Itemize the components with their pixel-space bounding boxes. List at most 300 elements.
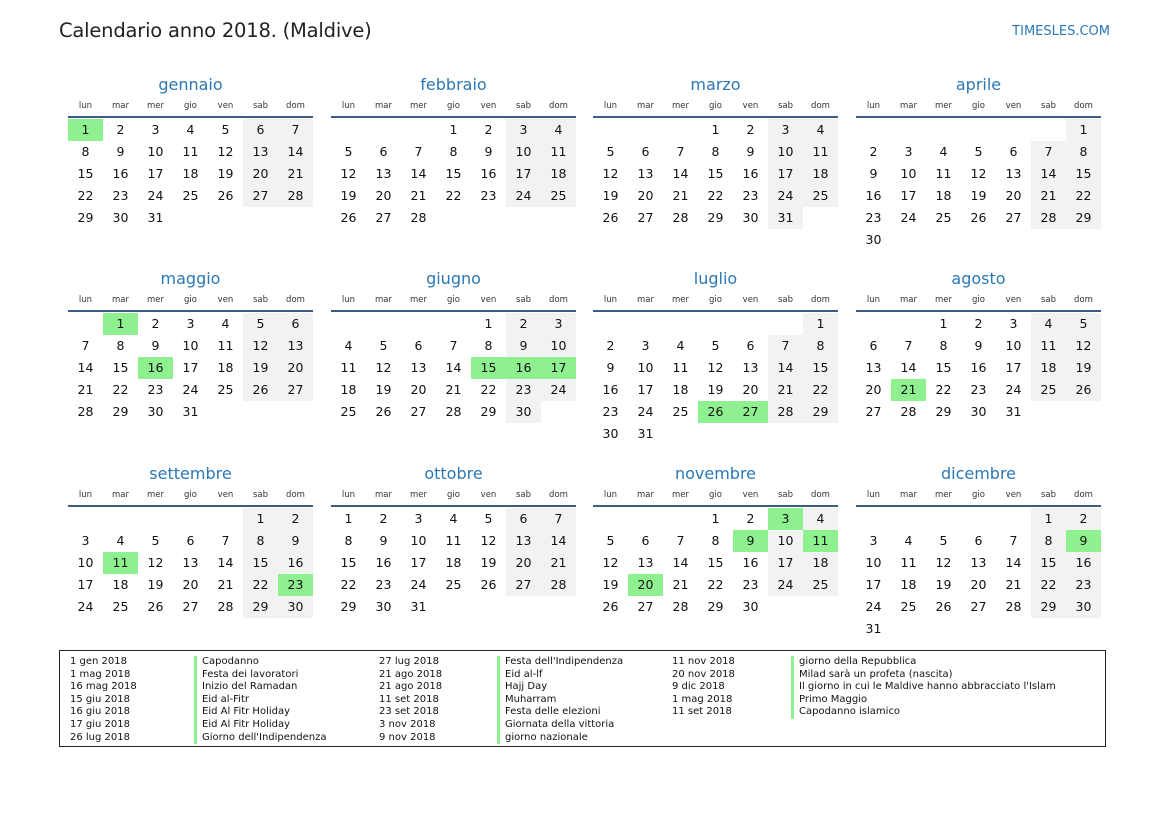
week-row <box>68 357 313 379</box>
empty-cell <box>891 119 926 141</box>
legend-date: 21 ago 2018 <box>379 681 443 693</box>
day-cell: 13 <box>1005 166 1022 181</box>
month-giugno <box>331 268 576 423</box>
weekday-label: mer <box>409 490 427 500</box>
day-cell: 26 <box>698 401 733 423</box>
header-rule <box>593 116 838 118</box>
day-cell: 12 <box>340 166 357 181</box>
weekday-label: mar <box>112 101 129 111</box>
day-cell: 7 <box>768 335 803 357</box>
day-cell: 1 <box>103 313 138 335</box>
empty-cell <box>541 401 576 423</box>
day-cell: 24 <box>637 404 654 419</box>
day-cell: 29 <box>112 404 129 419</box>
day-cell: 26 <box>1066 379 1101 401</box>
weekday-label: sab <box>1040 101 1057 111</box>
day-cell: 24 <box>768 185 803 207</box>
day-cell: 19 <box>147 577 164 592</box>
weekday-label: mar <box>637 101 654 111</box>
day-cell: 6 <box>379 144 388 159</box>
empty-cell <box>961 119 996 141</box>
empty-cell <box>366 119 401 141</box>
empty-cell <box>663 423 698 445</box>
legend-date: 1 mag 2018 <box>672 693 733 705</box>
day-cell: 1 <box>1031 508 1066 530</box>
day-cell: 26 <box>217 188 234 203</box>
legend-date: 17 giu 2018 <box>70 718 130 730</box>
day-cell: 20 <box>628 574 663 596</box>
legend-holiday-name: Milad sarà un profeta (nascita) <box>791 669 1056 682</box>
weekday-label: ven <box>742 490 759 500</box>
empty-cell <box>103 508 138 530</box>
day-cell: 1 <box>711 122 720 137</box>
day-cell: 17 <box>900 188 917 203</box>
day-cell: 28 <box>672 599 689 614</box>
day-cell: 11 <box>935 166 952 181</box>
day-cell: 27 <box>506 574 541 596</box>
day-cell: 23 <box>278 574 313 596</box>
day-cell: 12 <box>602 166 619 181</box>
month-name: maggio <box>160 269 221 288</box>
weekday-label: mar <box>375 101 392 111</box>
day-cell: 31 <box>1005 404 1022 419</box>
weekday-label: gio <box>709 295 722 305</box>
empty-cell <box>593 119 628 141</box>
weekday-label: ven <box>1005 490 1022 500</box>
weekday-label: lun <box>78 490 93 500</box>
weekday-label: dom <box>1074 490 1093 500</box>
day-cell: 27 <box>637 599 654 614</box>
day-cell: 22 <box>480 382 497 397</box>
day-cell: 1 <box>344 511 353 526</box>
month-settembre <box>68 463 313 618</box>
day-cell: 15 <box>707 555 724 570</box>
legend-holiday-name: Festa dei lavoratori <box>194 669 327 682</box>
weekday-label: mer <box>146 295 164 305</box>
weekday-label: ven <box>217 295 234 305</box>
day-cell: 2 <box>869 144 878 159</box>
day-cell: 16 <box>742 166 759 181</box>
day-cell: 27 <box>637 210 654 225</box>
day-cell: 15 <box>935 360 952 375</box>
day-cell: 5 <box>939 533 948 548</box>
day-cell: 19 <box>970 188 987 203</box>
day-cell: 11 <box>803 530 838 552</box>
week-row <box>68 508 313 530</box>
day-cell: 23 <box>602 404 619 419</box>
day-cell: 15 <box>112 360 129 375</box>
day-cell: 7 <box>449 338 458 353</box>
empty-cell <box>961 618 996 640</box>
day-cell: 6 <box>746 338 755 353</box>
day-cell: 28 <box>900 404 917 419</box>
day-cell: 13 <box>506 530 541 552</box>
empty-cell <box>471 207 506 229</box>
weekday-header <box>593 98 838 114</box>
day-cell: 8 <box>711 144 720 159</box>
legend-holiday-name: Inizio del Ramadan <box>194 681 327 694</box>
day-cell: 15 <box>803 357 838 379</box>
day-cell: 19 <box>935 577 952 592</box>
day-cell: 6 <box>278 313 313 335</box>
legend-holiday-name: Eid al-lf <box>497 669 623 682</box>
legend-date: 21 ago 2018 <box>379 668 443 680</box>
day-cell: 3 <box>768 119 803 141</box>
weekday-label: sab <box>252 295 269 305</box>
day-cell: 23 <box>865 210 882 225</box>
legend-date: 9 nov 2018 <box>379 731 436 743</box>
day-cell: 5 <box>606 533 615 548</box>
day-cell: 25 <box>217 382 234 397</box>
day-cell: 30 <box>742 210 759 225</box>
day-cell: 22 <box>1066 185 1101 207</box>
empty-cell <box>278 207 313 229</box>
day-cell: 13 <box>637 166 654 181</box>
empty-cell <box>698 313 733 335</box>
day-cell: 17 <box>77 577 94 592</box>
day-cell: 16 <box>602 382 619 397</box>
weekday-header <box>331 292 576 308</box>
day-cell: 12 <box>970 166 987 181</box>
weekday-label: dom <box>811 490 830 500</box>
day-cell: 4 <box>116 533 125 548</box>
week-row <box>68 185 313 207</box>
week-row <box>856 119 1101 141</box>
day-cell: 5 <box>1066 313 1101 335</box>
day-cell: 20 <box>375 188 392 203</box>
empty-cell <box>401 313 436 335</box>
empty-cell <box>173 508 208 530</box>
day-cell: 6 <box>414 338 423 353</box>
week-row <box>856 185 1101 207</box>
day-cell: 21 <box>77 382 94 397</box>
weekday-label: ven <box>217 490 234 500</box>
day-cell: 3 <box>768 508 803 530</box>
legend-names-3 <box>791 656 1056 719</box>
empty-cell <box>926 229 961 251</box>
day-cell: 4 <box>1031 313 1066 335</box>
week-row <box>856 618 1101 640</box>
week-row <box>331 163 576 185</box>
week-row <box>593 185 838 207</box>
day-cell: 22 <box>707 188 724 203</box>
day-cell: 20 <box>243 163 278 185</box>
day-cell: 9 <box>606 360 615 375</box>
day-cell: 8 <box>939 338 948 353</box>
day-cell: 29 <box>707 599 724 614</box>
header-rule <box>856 116 1101 118</box>
day-cell: 17 <box>768 552 803 574</box>
legend-date: 9 dic 2018 <box>672 681 725 693</box>
day-cell: 5 <box>344 144 353 159</box>
day-cell: 14 <box>900 360 917 375</box>
site-link[interactable]: TIMESLES.COM <box>1012 24 1110 39</box>
day-cell: 8 <box>1031 530 1066 552</box>
day-cell: 18 <box>445 555 462 570</box>
weekday-label: mer <box>671 101 689 111</box>
day-cell: 5 <box>243 313 278 335</box>
week-row <box>68 530 313 552</box>
day-cell: 16 <box>112 166 129 181</box>
day-cell: 19 <box>243 357 278 379</box>
day-cell: 24 <box>865 599 882 614</box>
day-cell: 8 <box>344 533 353 548</box>
empty-cell <box>366 313 401 335</box>
day-cell: 1 <box>939 316 948 331</box>
header-rule <box>593 505 838 507</box>
empty-cell <box>628 313 663 335</box>
day-cell: 11 <box>541 141 576 163</box>
day-cell: 31 <box>865 621 882 636</box>
day-cell: 8 <box>449 144 458 159</box>
header-rule <box>331 310 576 312</box>
week-row <box>331 552 576 574</box>
legend-holiday-name: Eid Al Fitr Holiday <box>194 706 327 719</box>
day-cell: 2 <box>606 338 615 353</box>
day-cell: 18 <box>900 577 917 592</box>
day-cell: 5 <box>379 338 388 353</box>
week-row <box>331 357 576 379</box>
legend-date: 26 lug 2018 <box>70 731 130 743</box>
day-cell: 11 <box>1031 335 1066 357</box>
day-cell: 28 <box>77 404 94 419</box>
day-cell: 8 <box>243 530 278 552</box>
day-cell: 19 <box>707 382 724 397</box>
day-cell: 10 <box>506 141 541 163</box>
legend-date: 27 lug 2018 <box>379 656 439 667</box>
legend-dates-3 <box>672 656 735 719</box>
day-cell: 10 <box>77 555 94 570</box>
day-cell: 27 <box>865 404 882 419</box>
day-cell: 21 <box>1031 185 1066 207</box>
weekday-header <box>331 98 576 114</box>
day-cell: 12 <box>217 144 234 159</box>
day-cell: 1 <box>449 122 458 137</box>
day-cell: 29 <box>935 404 952 419</box>
day-cell: 6 <box>641 533 650 548</box>
holiday-legend <box>59 650 1106 747</box>
legend-holiday-name: Festa dell'Indipendenza <box>497 656 623 669</box>
weekday-label: mar <box>637 490 654 500</box>
empty-cell <box>803 423 838 445</box>
week-row <box>593 335 838 357</box>
empty-cell <box>331 119 366 141</box>
day-cell: 14 <box>278 141 313 163</box>
weekday-label: ven <box>742 295 759 305</box>
day-cell: 28 <box>768 401 803 423</box>
month-name: settembre <box>149 464 232 483</box>
weekday-label: mer <box>934 295 952 305</box>
weekday-label: sab <box>777 101 794 111</box>
legend-date: 1 gen 2018 <box>70 656 128 667</box>
day-cell: 26 <box>970 210 987 225</box>
month-febbraio <box>331 74 576 229</box>
empty-cell <box>208 508 243 530</box>
weekday-label: lun <box>603 101 618 111</box>
day-cell: 15 <box>340 555 357 570</box>
day-cell: 6 <box>641 144 650 159</box>
day-cell: 11 <box>900 555 917 570</box>
empty-cell <box>173 207 208 229</box>
weekday-label: dom <box>549 101 568 111</box>
weekday-label: sab <box>1040 295 1057 305</box>
empty-cell <box>891 618 926 640</box>
empty-cell <box>733 313 768 335</box>
day-cell: 4 <box>449 511 458 526</box>
day-cell: 23 <box>970 382 987 397</box>
legend-holiday-name: Festa delle elezioni <box>497 706 623 719</box>
day-cell: 4 <box>344 338 353 353</box>
week-row <box>593 357 838 379</box>
day-cell: 5 <box>974 144 983 159</box>
day-cell: 26 <box>480 577 497 592</box>
legend-date: 11 nov 2018 <box>672 656 735 667</box>
weekday-label: ven <box>480 490 497 500</box>
day-cell: 11 <box>672 360 689 375</box>
day-cell: 12 <box>243 335 278 357</box>
weekday-label: dom <box>811 295 830 305</box>
day-cell: 19 <box>1066 357 1101 379</box>
empty-cell <box>436 207 471 229</box>
week-row <box>593 530 838 552</box>
empty-cell <box>996 229 1031 251</box>
day-cell: 19 <box>375 382 392 397</box>
day-cell: 21 <box>672 188 689 203</box>
empty-cell <box>208 207 243 229</box>
day-cell: 16 <box>970 360 987 375</box>
day-cell: 29 <box>707 210 724 225</box>
week-row <box>331 207 576 229</box>
weekday-label: gio <box>184 101 197 111</box>
empty-cell <box>1031 401 1066 423</box>
day-cell: 3 <box>869 533 878 548</box>
legend-holiday-name: giorno nazionale <box>497 732 623 745</box>
legend-holiday-name: Eid al-Fitr <box>194 694 327 707</box>
week-row <box>593 596 838 618</box>
empty-cell <box>891 313 926 335</box>
day-cell: 16 <box>1066 552 1101 574</box>
day-cell: 26 <box>935 599 952 614</box>
week-row <box>68 335 313 357</box>
week-row <box>856 207 1101 229</box>
weekday-label: ven <box>1005 295 1022 305</box>
day-cell: 6 <box>869 338 878 353</box>
weekday-label: gio <box>972 101 985 111</box>
day-cell: 28 <box>1005 599 1022 614</box>
day-cell: 28 <box>541 574 576 596</box>
weekday-label: lun <box>866 490 881 500</box>
day-cell: 30 <box>278 596 313 618</box>
day-cell: 24 <box>506 185 541 207</box>
day-cell: 27 <box>243 185 278 207</box>
empty-cell <box>768 423 803 445</box>
day-cell: 15 <box>707 166 724 181</box>
day-cell: 13 <box>637 555 654 570</box>
day-cell: 8 <box>711 533 720 548</box>
day-cell: 7 <box>1031 141 1066 163</box>
weekday-label: lun <box>866 295 881 305</box>
day-cell: 14 <box>1031 163 1066 185</box>
weekday-label: mer <box>146 101 164 111</box>
day-cell: 24 <box>768 574 803 596</box>
day-cell: 14 <box>672 166 689 181</box>
empty-cell <box>208 401 243 423</box>
day-cell: 1 <box>1066 119 1101 141</box>
day-cell: 28 <box>217 599 234 614</box>
week-row <box>593 313 838 335</box>
day-cell: 17 <box>768 163 803 185</box>
legend-holiday-name: Giornata della vittoria <box>497 719 623 732</box>
day-cell: 8 <box>116 338 125 353</box>
day-cell: 22 <box>112 382 129 397</box>
header-rule <box>68 116 313 118</box>
empty-cell <box>506 596 541 618</box>
day-cell: 14 <box>217 555 234 570</box>
weekday-label: mer <box>671 295 689 305</box>
page-title: Calendario anno 2018. (Maldive) <box>59 19 372 42</box>
day-cell: 17 <box>541 357 576 379</box>
empty-cell <box>331 313 366 335</box>
week-row <box>593 508 838 530</box>
empty-cell <box>541 207 576 229</box>
day-cell: 27 <box>182 599 199 614</box>
weekday-label: ven <box>480 101 497 111</box>
empty-cell <box>471 596 506 618</box>
day-cell: 10 <box>541 335 576 357</box>
day-cell: 31 <box>410 599 427 614</box>
day-cell: 14 <box>1005 555 1022 570</box>
day-cell: 14 <box>768 357 803 379</box>
weekday-label: gio <box>184 295 197 305</box>
day-cell: 27 <box>1005 210 1022 225</box>
day-cell: 2 <box>116 122 125 137</box>
week-row <box>68 379 313 401</box>
weekday-label: mer <box>671 490 689 500</box>
weekday-label: gio <box>184 490 197 500</box>
day-cell: 31 <box>768 207 803 229</box>
week-row <box>593 552 838 574</box>
empty-cell <box>891 229 926 251</box>
week-row <box>856 357 1101 379</box>
day-cell: 25 <box>340 404 357 419</box>
day-cell: 26 <box>243 379 278 401</box>
day-cell: 4 <box>186 122 195 137</box>
empty-cell <box>961 229 996 251</box>
empty-cell <box>593 508 628 530</box>
day-cell: 26 <box>602 210 619 225</box>
day-cell: 10 <box>865 555 882 570</box>
week-row <box>856 141 1101 163</box>
day-cell: 13 <box>410 360 427 375</box>
day-cell: 18 <box>803 163 838 185</box>
day-cell: 10 <box>768 141 803 163</box>
day-cell: 7 <box>81 338 90 353</box>
day-cell: 3 <box>81 533 90 548</box>
month-name: agosto <box>951 269 1006 288</box>
empty-cell <box>1066 229 1101 251</box>
header-rule <box>856 505 1101 507</box>
day-cell: 3 <box>641 338 650 353</box>
week-row <box>856 574 1101 596</box>
weekday-header <box>856 487 1101 503</box>
month-maggio <box>68 268 313 423</box>
empty-cell <box>768 313 803 335</box>
week-row <box>593 119 838 141</box>
weekday-label: mar <box>112 295 129 305</box>
day-cell: 8 <box>803 335 838 357</box>
day-cell: 4 <box>904 533 913 548</box>
empty-cell <box>68 508 103 530</box>
